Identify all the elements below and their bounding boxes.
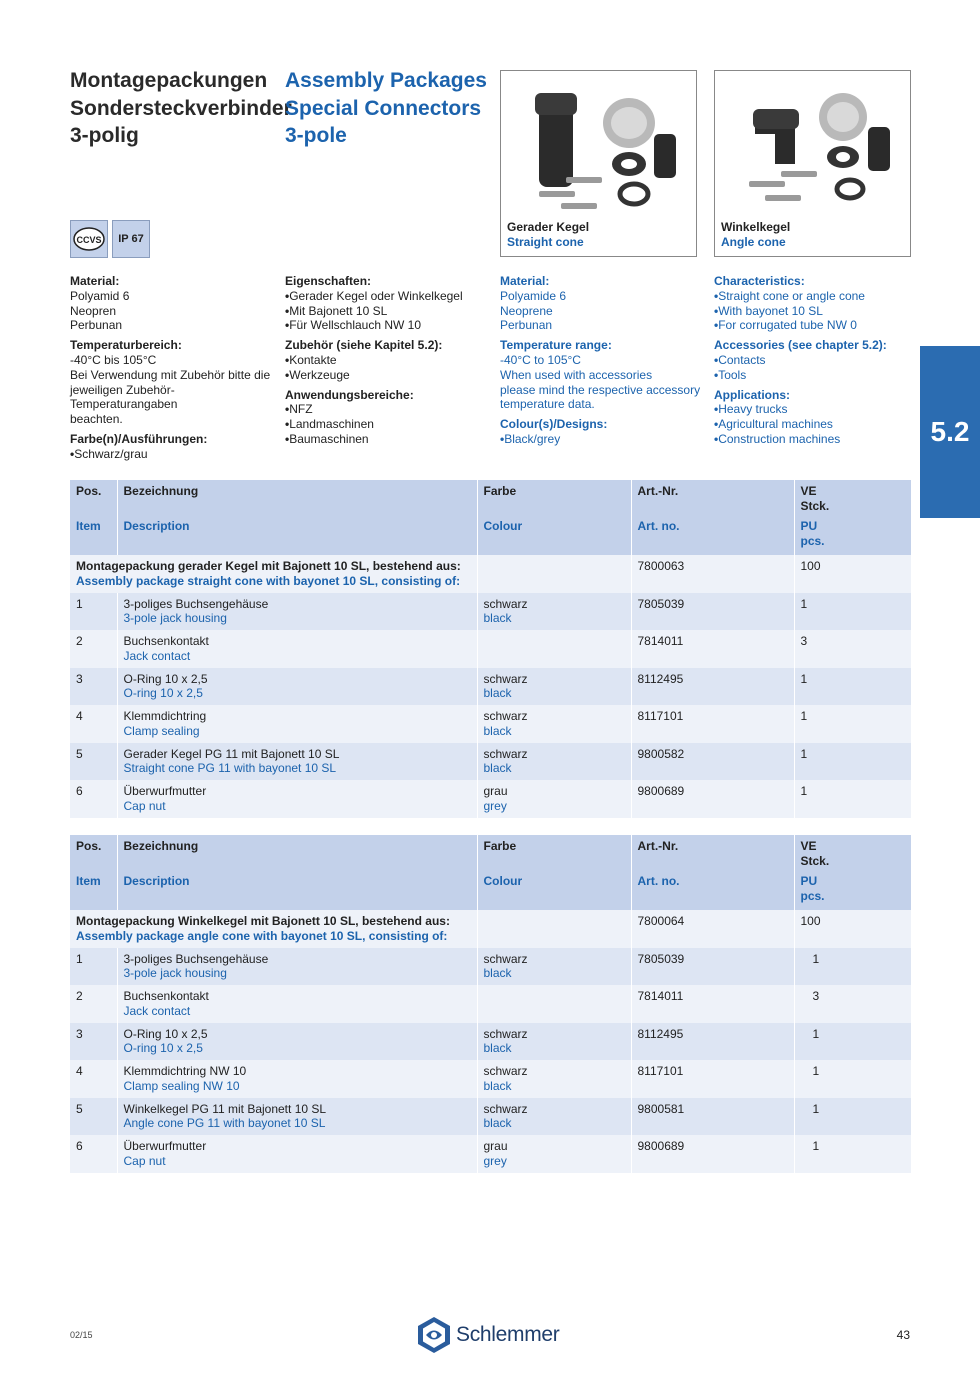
ip67-badge: IP 67 bbox=[112, 220, 150, 258]
specs-german-properties: Eigenschaften: • Gerader Kegel oder Winkelkegel • Mit Bajonett 10 SL • Für Wellschlauch NW 10 Zubehör (siehe Kapitel 5.2): • Kontakte • Werkzeuge Anwendungsbereiche: • NFZ • Landmaschinen • Baumaschinen bbox=[285, 274, 495, 447]
table-row[interactable]: 1 3-poliges Buchsengehäuse 3-pole jack housing schwarz black 7805039 1 bbox=[70, 593, 911, 631]
table-row-package[interactable]: Montagepackung gerader Kegel mit Bajonett 10 SL, bestehend aus: Assembly package straight cone with bayonet 10 SL, consisting of: 7800063 100 bbox=[70, 555, 911, 593]
specs-german-material: Material: Polyamid 6 Neopren Perbunan Temperaturbereich: -40°C bis 105°C Bei Verwendung mit Zubehör bitte die jeweiligen Zubehör-Temperaturangaben beachten. Farbe(n)/Ausführungen: • Schwarz/grau bbox=[70, 274, 280, 462]
title-english: Assembly Packages Special Connectors 3-pole bbox=[285, 69, 487, 147]
ccvs-certification-icon bbox=[70, 220, 108, 258]
title-german: Montagepackungen Sondersteckverbinder 3-polig bbox=[70, 69, 292, 147]
certification-badges bbox=[70, 220, 150, 258]
footer-date: 02/15 bbox=[70, 1330, 93, 1340]
table-header: Pos. Item Bezeichnung Description Farbe Colour Art.-Nr. Art. no. VE Stck. PU pcs. bbox=[70, 835, 911, 910]
table-row[interactable]: 5 Winkelkegel PG 11 mit Bajonett 10 SL Angle cone PG 11 with bayonet 10 SL schwarz black 9800581 1 bbox=[70, 1098, 911, 1136]
table-row[interactable]: 3 O-Ring 10 x 2,5 O-ring 10 x 2,5 schwarz black 8112495 1 bbox=[70, 1023, 911, 1061]
specs-english-characteristics: Characteristics: • Straight cone or angle cone • With bayonet 10 SL • For corrugated tube NW 0 Accessories (see chapter 5.2): • Contacts • Tools Applications: • Heavy trucks • Agricultural machines • Construction machines bbox=[714, 274, 924, 447]
table-row[interactable]: 6 Überwurfmutter Cap nut grau grey 9800689 1 bbox=[70, 1135, 911, 1173]
table-row[interactable]: 4 Klemmdichtring Clamp sealing schwarz black 8117101 1 bbox=[70, 705, 911, 743]
page-number: 43 bbox=[896, 1328, 910, 1342]
angle-cone-image bbox=[725, 79, 900, 219]
photo-straight-cone bbox=[500, 70, 697, 257]
table-row-package[interactable]: Montagepackung Winkelkegel mit Bajonett 10 SL, bestehend aus: Assembly package angle cone with bayonet 10 SL, consisting of: 7800064 100 bbox=[70, 910, 911, 948]
chapter-tab[interactable]: 5.2 bbox=[920, 346, 980, 518]
table-row[interactable]: 2 Buchsenkontakt Jack contact 7814011 3 bbox=[70, 985, 911, 1023]
svg-text:CCVS: CCVS bbox=[76, 235, 102, 245]
table-row[interactable]: 1 3-poliges Buchsengehäuse 3-pole jack housing schwarz black 7805039 1 bbox=[70, 948, 911, 986]
schlemmer-logo-icon bbox=[416, 1316, 452, 1354]
schlemmer-logo[interactable]: Schlemmer bbox=[416, 1316, 560, 1354]
photo-caption-straight: Gerader Kegel Straight cone bbox=[507, 220, 590, 249]
table-row[interactable]: 4 Klemmdichtring NW 10 Clamp sealing NW 10 schwarz black 8117101 1 bbox=[70, 1060, 911, 1098]
table-header: Pos. Item Bezeichnung Description Farbe Colour Art.-Nr. Art. no. VE Stck. PU pcs. bbox=[70, 480, 911, 555]
table-row[interactable]: 3 O-Ring 10 x 2,5 O-ring 10 x 2,5 schwarz black 8112495 1 bbox=[70, 668, 911, 706]
specs-english-material: Material: Polyamide 6 Neoprene Perbunan Temperature range: -40°C to 105°C When used with accessories please mind the respective accessory temperature data. Colour(s)/Designs: • Black/grey bbox=[500, 274, 710, 447]
parts-table-straight bbox=[70, 480, 911, 818]
photo-angle-cone bbox=[714, 70, 911, 257]
table-row[interactable]: 5 Gerader Kegel PG 11 mit Bajonett 10 SL Straight cone PG 11 with bayonet 10 SL schwarz black 9800582 1 bbox=[70, 743, 911, 781]
table-row[interactable]: 6 Überwurfmutter Cap nut grau grey 9800689 1 bbox=[70, 780, 911, 818]
table-row[interactable]: 2 Buchsenkontakt Jack contact 7814011 3 bbox=[70, 630, 911, 668]
photo-caption-angle: Winkelkegel Angle cone bbox=[721, 220, 791, 249]
straight-cone-image bbox=[511, 79, 686, 219]
parts-table-angle bbox=[70, 835, 911, 1173]
